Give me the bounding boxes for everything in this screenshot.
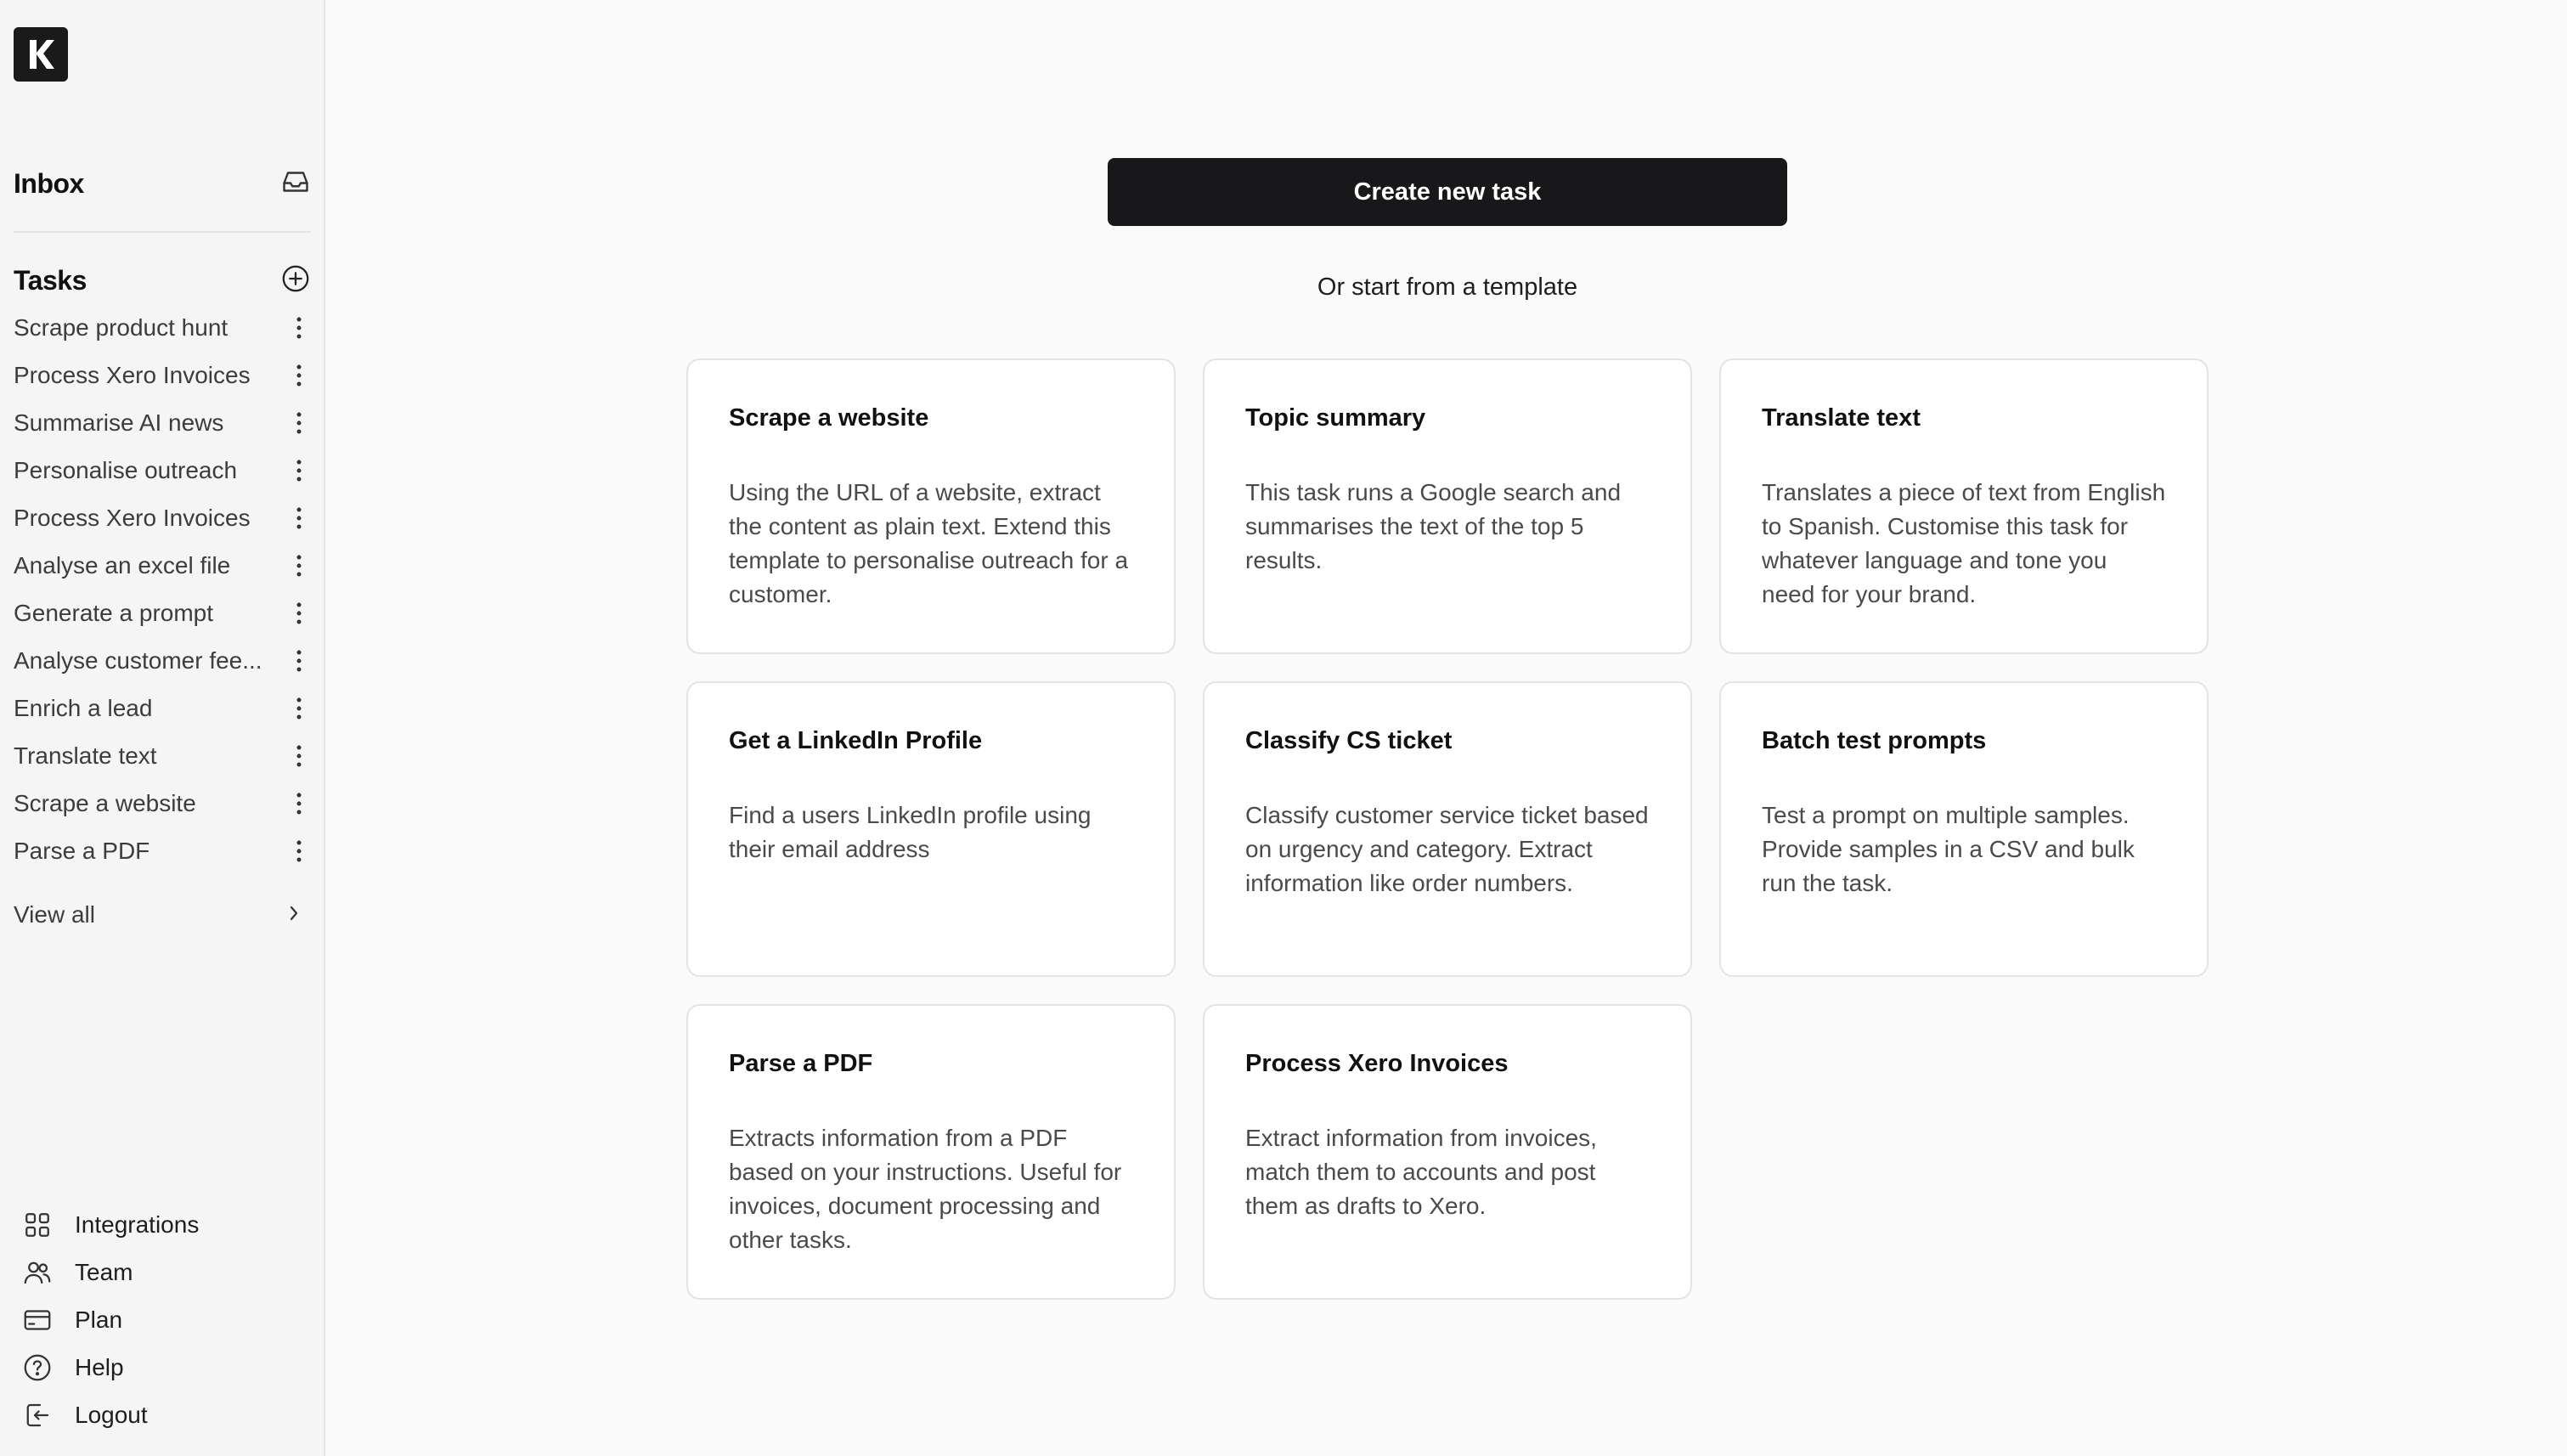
task-item[interactable]: [14, 452, 311, 489]
nav-help-label: Help: [75, 1354, 124, 1380]
template-card[interactable]: [1203, 681, 1692, 977]
more-options-icon[interactable]: [287, 832, 311, 870]
nav-plan[interactable]: [20, 1300, 309, 1340]
template-card-title: Parse a PDF: [729, 1050, 873, 1077]
more-options-icon[interactable]: [287, 642, 311, 680]
task-item[interactable]: [14, 595, 311, 632]
view-all-link[interactable]: [14, 896, 311, 934]
users-icon: [20, 1256, 54, 1290]
template-card-description: Using the URL of a website, extract the content as plain text. Extend this template to personalise outreach for a customer.: [729, 479, 1129, 607]
template-card[interactable]: [1203, 358, 1692, 654]
task-item-label: Analyse customer fee...: [14, 647, 262, 674]
sidebar-divider: [14, 231, 311, 233]
nav-team-label: Team: [75, 1259, 133, 1285]
task-item[interactable]: [14, 785, 311, 822]
nav-integrations[interactable]: [20, 1205, 309, 1245]
template-card-description: Extracts information from a PDF based on your instructions. Useful for invoices, document processing and other tasks.: [729, 1125, 1122, 1253]
template-card-description: Test a prompt on multiple samples. Provide samples in a CSV and bulk run the task.: [1762, 802, 2135, 896]
task-item-label: Generate a prompt: [14, 600, 214, 626]
nav-team[interactable]: [20, 1252, 309, 1293]
template-card[interactable]: [686, 1004, 1176, 1300]
task-item[interactable]: [14, 357, 311, 394]
credit-card-icon: [20, 1303, 54, 1337]
template-card[interactable]: [1719, 358, 2209, 654]
sidebar: [0, 0, 325, 1456]
template-card[interactable]: [1203, 1004, 1692, 1300]
nav-plan-label: Plan: [75, 1306, 123, 1333]
create-new-task-button[interactable]: Create new task: [1108, 158, 1787, 226]
task-item[interactable]: [14, 690, 311, 727]
chevron-right-icon: [287, 903, 301, 928]
task-item[interactable]: [14, 404, 311, 442]
more-options-icon[interactable]: [287, 595, 311, 632]
template-card[interactable]: [686, 358, 1176, 654]
task-item-label: Translate text: [14, 742, 157, 769]
nav-logout[interactable]: [20, 1395, 309, 1436]
task-item-label: Summarise AI news: [14, 409, 224, 436]
more-options-icon[interactable]: [287, 357, 311, 394]
more-options-icon[interactable]: [287, 785, 311, 822]
task-item[interactable]: [14, 832, 311, 870]
template-heading: Or start from a template: [1317, 274, 1578, 301]
template-card-title: Batch test prompts: [1762, 727, 1987, 754]
add-task-icon[interactable]: [280, 263, 311, 298]
nav-help[interactable]: [20, 1347, 309, 1388]
task-item[interactable]: [14, 309, 311, 347]
template-card-title: Process Xero Invoices: [1245, 1050, 1509, 1077]
template-card-title: Get a LinkedIn Profile: [729, 727, 983, 754]
sidebar-inbox[interactable]: [14, 163, 311, 204]
template-card-title: Topic summary: [1245, 404, 1426, 432]
help-circle-icon: [20, 1351, 54, 1385]
task-item-label: Process Xero Invoices: [14, 362, 251, 388]
app-logo[interactable]: [14, 27, 68, 82]
template-card[interactable]: [686, 681, 1176, 977]
more-options-icon[interactable]: [287, 690, 311, 727]
task-item-label: Personalise outreach: [14, 457, 238, 483]
inbox-icon[interactable]: [280, 166, 311, 201]
task-item-label: Scrape product hunt: [14, 314, 228, 341]
template-card-title: Scrape a website: [729, 404, 929, 432]
more-options-icon[interactable]: [287, 404, 311, 442]
template-card[interactable]: [1719, 681, 2209, 977]
grid-icon: [20, 1208, 54, 1242]
template-card-title: Classify CS ticket: [1245, 727, 1453, 754]
task-item-label: Analyse an excel file: [14, 552, 231, 578]
template-card-description: This task runs a Google search and summarises the text of the top 5 results.: [1245, 479, 1622, 573]
template-card-description: Extract information from invoices, match them to accounts and post them as drafts to Xero.: [1245, 1125, 1597, 1219]
more-options-icon[interactable]: [287, 309, 311, 347]
more-options-icon[interactable]: [287, 737, 311, 775]
logout-icon: [20, 1398, 54, 1432]
template-card-description: Translates a piece of text from English to Spanish. Customise this task for whatever language and tone you need for your brand.: [1762, 479, 2166, 607]
more-options-icon[interactable]: [287, 547, 311, 584]
template-card-description: Classify customer service ticket based on urgency and category. Extract information like order numbers.: [1245, 802, 1649, 896]
task-item[interactable]: [14, 642, 311, 680]
inbox-label: Inbox: [14, 167, 84, 199]
task-item[interactable]: [14, 547, 311, 584]
nav-integrations-label: Integrations: [75, 1211, 200, 1238]
more-options-icon[interactable]: [287, 452, 311, 489]
task-item[interactable]: [14, 499, 311, 537]
tasks-label: Tasks: [14, 264, 87, 296]
view-all-label: View all: [14, 901, 95, 928]
task-item-label: Scrape a website: [14, 790, 196, 816]
template-card-title: Translate text: [1762, 404, 1921, 432]
nav-logout-label: Logout: [75, 1402, 148, 1428]
task-item-label: Parse a PDF: [14, 838, 150, 864]
task-item-label: Process Xero Invoices: [14, 505, 251, 531]
task-item-label: Enrich a lead: [14, 695, 153, 721]
logo-icon: [14, 27, 68, 82]
sidebar-tasks-header: [14, 260, 311, 301]
more-options-icon[interactable]: [287, 499, 311, 537]
template-card-description: Find a users LinkedIn profile using their email address: [729, 802, 1092, 862]
task-item[interactable]: [14, 737, 311, 775]
